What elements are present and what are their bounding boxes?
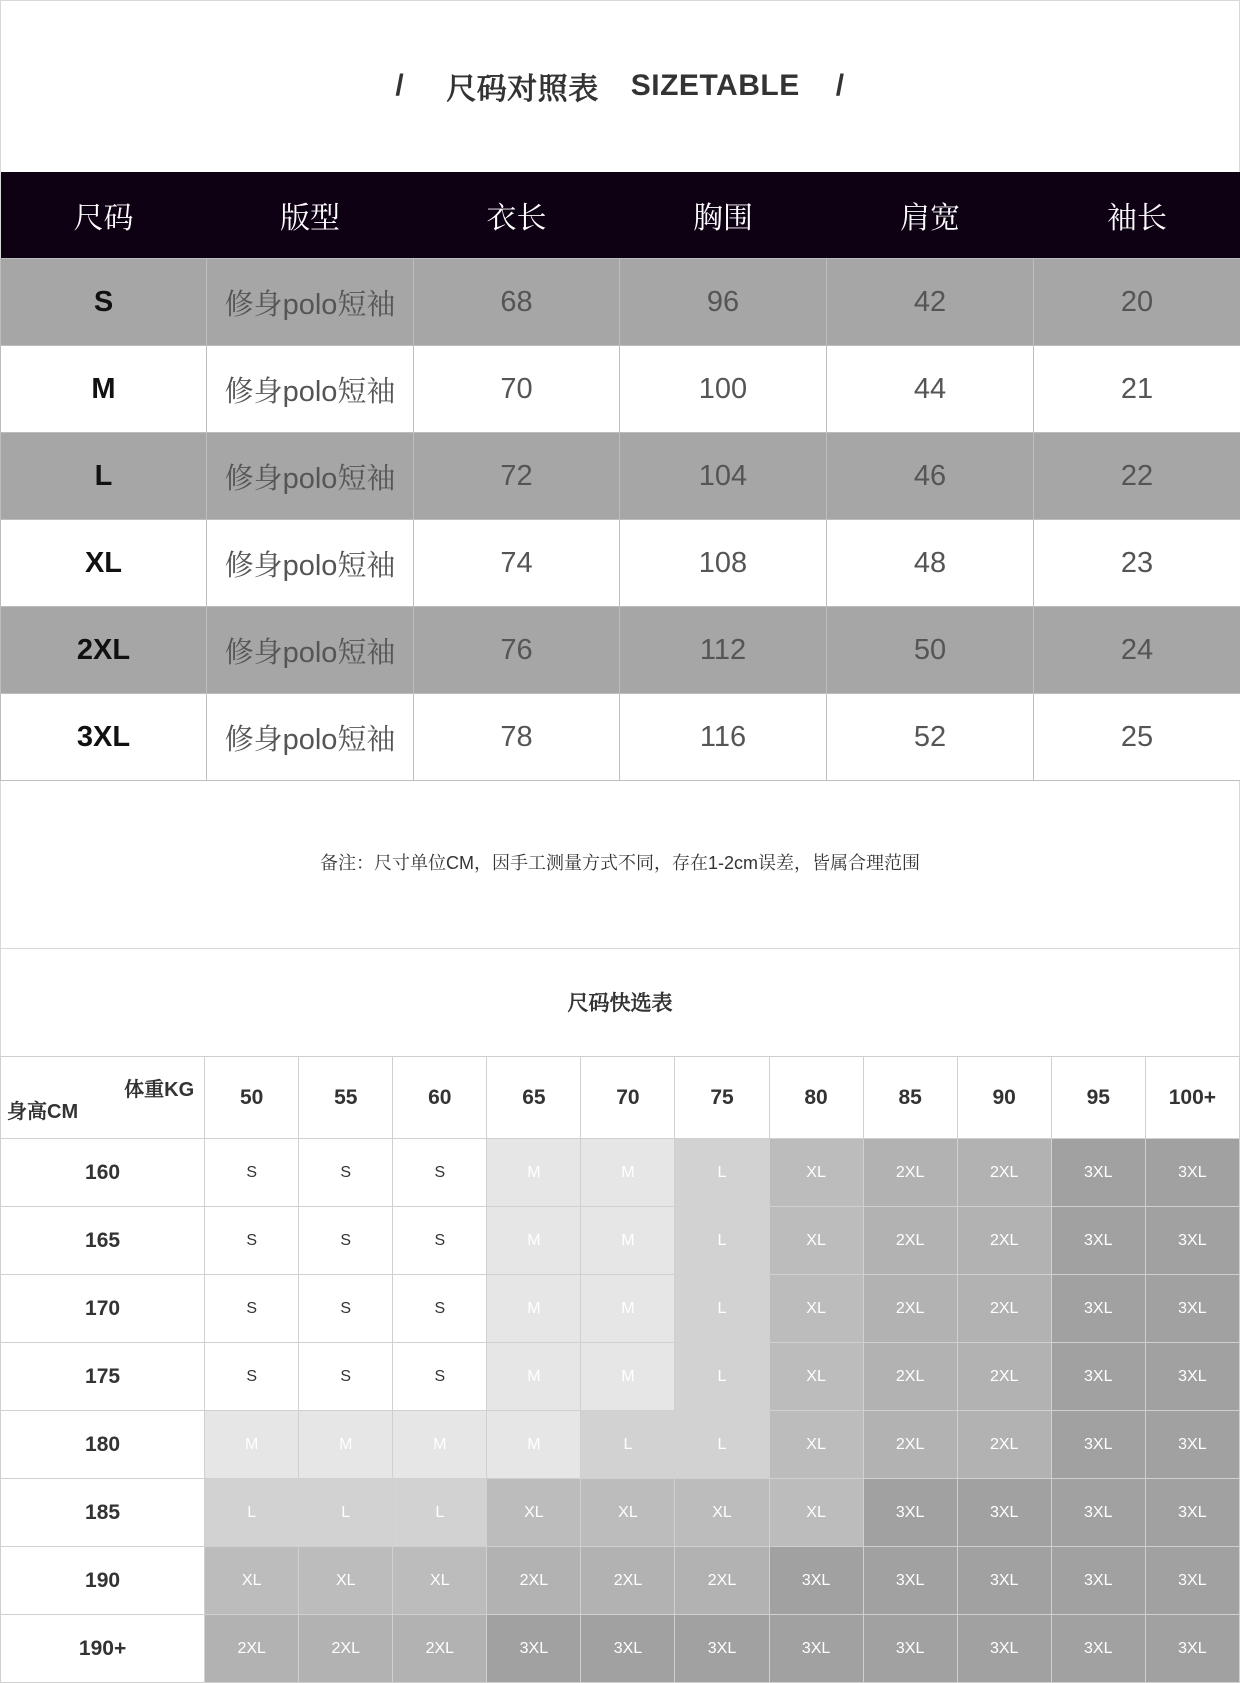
size-recommendation-cell: L	[675, 1207, 769, 1275]
size-row	[1, 433, 1240, 520]
size-recommendation-cell: 3XL	[1051, 1139, 1145, 1207]
column-header: 胸围	[620, 172, 827, 259]
size-recommendation-cell: 3XL	[1145, 1275, 1239, 1343]
size-recommendation-cell: S	[205, 1207, 299, 1275]
size-cell: S	[1, 259, 207, 346]
column-header: 版型	[207, 172, 414, 259]
weight-header: 75	[675, 1057, 769, 1139]
size-recommendation-cell: L	[675, 1411, 769, 1479]
column-header: 肩宽	[827, 172, 1034, 259]
size-recommendation-cell: 2XL	[863, 1207, 957, 1275]
length-cell: 76	[414, 607, 620, 694]
title-row	[0, 0, 1240, 172]
size-recommendation-cell: 2XL	[863, 1275, 957, 1343]
size-recommendation-cell: S	[205, 1343, 299, 1411]
size-recommendation-cell: L	[675, 1139, 769, 1207]
height-axis-label: 身高CM	[7, 1095, 78, 1124]
size-recommendation-cell: L	[675, 1343, 769, 1411]
size-recommendation-cell: 2XL	[863, 1411, 957, 1479]
size-recommendation-cell: 3XL	[1145, 1411, 1239, 1479]
size-recommendation-cell: XL	[393, 1547, 487, 1615]
shoulder-cell: 52	[827, 694, 1034, 781]
weight-header: 55	[299, 1057, 393, 1139]
size-recommendation-cell: XL	[769, 1275, 863, 1343]
length-cell: 78	[414, 694, 620, 781]
size-recommendation-cell: L	[675, 1275, 769, 1343]
sleeve-cell: 23	[1034, 520, 1240, 607]
shoulder-cell: 44	[827, 346, 1034, 433]
title-english: SIZETABLE	[631, 69, 800, 103]
sleeve-cell: 20	[1034, 259, 1240, 346]
sleeve-cell: 25	[1034, 694, 1240, 781]
size-recommendation-cell: XL	[487, 1479, 581, 1547]
size-row	[1, 259, 1240, 346]
size-recommendation-cell: M	[487, 1275, 581, 1343]
size-recommendation-cell: 3XL	[1051, 1615, 1145, 1683]
length-cell: 72	[414, 433, 620, 520]
size-recommendation-cell: 3XL	[863, 1615, 957, 1683]
chest-cell: 104	[620, 433, 827, 520]
quick-table-title: 尺码快选表	[568, 987, 673, 1017]
size-recommendation-cell: 2XL	[863, 1139, 957, 1207]
size-recommendation-cell: XL	[769, 1479, 863, 1547]
weight-header: 100+	[1145, 1057, 1239, 1139]
shoulder-cell: 42	[827, 259, 1034, 346]
title-slash-left: /	[395, 69, 404, 103]
height-header: 160	[1, 1139, 205, 1207]
weight-header: 70	[581, 1057, 675, 1139]
size-cell: L	[1, 433, 207, 520]
size-recommendation-cell: S	[205, 1139, 299, 1207]
size-cell: 3XL	[1, 694, 207, 781]
size-row	[1, 520, 1240, 607]
title-slash-right: /	[836, 69, 845, 103]
fit-type-cell: 修身polo短袖	[207, 607, 414, 694]
height-header: 170	[1, 1275, 205, 1343]
weight-header: 65	[487, 1057, 581, 1139]
size-recommendation-cell: 3XL	[769, 1615, 863, 1683]
height-header: 190	[1, 1547, 205, 1615]
size-recommendation-cell: 3XL	[1051, 1343, 1145, 1411]
size-recommendation-cell: 3XL	[1145, 1479, 1239, 1547]
chest-cell: 108	[620, 520, 827, 607]
sleeve-cell: 22	[1034, 433, 1240, 520]
height-row	[1, 1275, 1240, 1343]
size-recommendation-cell: M	[205, 1411, 299, 1479]
quick-table-header	[1, 1057, 1240, 1139]
size-recommendation-cell: 2XL	[581, 1547, 675, 1615]
length-cell: 70	[414, 346, 620, 433]
size-recommendation-cell: 2XL	[957, 1275, 1051, 1343]
length-cell: 68	[414, 259, 620, 346]
height-row	[1, 1343, 1240, 1411]
size-recommendation-cell: 2XL	[675, 1547, 769, 1615]
weight-axis-label: 体重KG	[124, 1073, 194, 1102]
size-recommendation-cell: XL	[299, 1547, 393, 1615]
height-row	[1, 1411, 1240, 1479]
size-recommendation-cell: XL	[581, 1479, 675, 1547]
size-recommendation-cell: 3XL	[957, 1479, 1051, 1547]
measurement-note: 备注：尺寸单位CM，因手工测量方式不同，存在1-2cm误差，皆属合理范围	[320, 849, 920, 875]
size-recommendation-cell: 3XL	[1145, 1343, 1239, 1411]
size-row	[1, 694, 1240, 781]
size-recommendation-cell: 3XL	[863, 1479, 957, 1547]
size-recommendation-cell: 2XL	[393, 1615, 487, 1683]
chest-cell: 100	[620, 346, 827, 433]
size-recommendation-cell: 3XL	[1145, 1207, 1239, 1275]
fit-type-cell: 修身polo短袖	[207, 346, 414, 433]
size-recommendation-cell: 3XL	[957, 1615, 1051, 1683]
sleeve-cell: 21	[1034, 346, 1240, 433]
size-recommendation-cell: 3XL	[863, 1547, 957, 1615]
size-recommendation-cell: S	[299, 1343, 393, 1411]
size-recommendation-cell: S	[393, 1275, 487, 1343]
size-recommendation-cell: 3XL	[1051, 1479, 1145, 1547]
size-recommendation-cell: M	[581, 1207, 675, 1275]
size-recommendation-cell: S	[393, 1139, 487, 1207]
size-recommendation-cell: 2XL	[957, 1343, 1051, 1411]
height-row	[1, 1615, 1240, 1683]
height-header: 165	[1, 1207, 205, 1275]
size-recommendation-cell: M	[299, 1411, 393, 1479]
weight-header: 60	[393, 1057, 487, 1139]
fit-type-cell: 修身polo短袖	[207, 433, 414, 520]
size-recommendation-cell: M	[581, 1275, 675, 1343]
size-recommendation-cell: M	[581, 1343, 675, 1411]
size-recommendation-cell: S	[299, 1275, 393, 1343]
size-recommendation-cell: M	[487, 1343, 581, 1411]
size-recommendation-cell: XL	[675, 1479, 769, 1547]
size-recommendation-cell: 2XL	[205, 1615, 299, 1683]
length-cell: 74	[414, 520, 620, 607]
weight-header: 90	[957, 1057, 1051, 1139]
shoulder-cell: 46	[827, 433, 1034, 520]
size-recommendation-cell: 3XL	[1051, 1275, 1145, 1343]
size-recommendation-cell: XL	[769, 1343, 863, 1411]
height-header: 175	[1, 1343, 205, 1411]
size-recommendation-cell: 3XL	[1145, 1615, 1239, 1683]
height-header: 180	[1, 1411, 205, 1479]
size-recommendation-cell: 2XL	[487, 1547, 581, 1615]
fit-type-cell: 修身polo短袖	[207, 694, 414, 781]
height-header: 185	[1, 1479, 205, 1547]
size-cell: XL	[1, 520, 207, 607]
size-row	[1, 607, 1240, 694]
size-cell: 2XL	[1, 607, 207, 694]
size-table	[0, 172, 1240, 781]
size-recommendation-cell: S	[299, 1139, 393, 1207]
size-recommendation-cell: L	[205, 1479, 299, 1547]
size-recommendation-cell: S	[393, 1343, 487, 1411]
size-recommendation-cell: 2XL	[957, 1411, 1051, 1479]
size-recommendation-cell: 2XL	[299, 1615, 393, 1683]
weight-header: 50	[205, 1057, 299, 1139]
height-row	[1, 1207, 1240, 1275]
size-recommendation-cell: 2XL	[863, 1343, 957, 1411]
sleeve-cell: 24	[1034, 607, 1240, 694]
column-header: 袖长	[1034, 172, 1240, 259]
size-recommendation-cell: S	[205, 1275, 299, 1343]
height-header: 190+	[1, 1615, 205, 1683]
size-recommendation-cell: 3XL	[675, 1615, 769, 1683]
height-row	[1, 1139, 1240, 1207]
fit-type-cell: 修身polo短袖	[207, 520, 414, 607]
column-header: 衣长	[414, 172, 620, 259]
quick-size-table	[0, 1056, 1240, 1683]
size-recommendation-cell: S	[393, 1207, 487, 1275]
size-recommendation-cell: XL	[769, 1139, 863, 1207]
size-recommendation-cell: 3XL	[957, 1547, 1051, 1615]
shoulder-cell: 50	[827, 607, 1034, 694]
fit-type-cell: 修身polo短袖	[207, 259, 414, 346]
size-recommendation-cell: L	[299, 1479, 393, 1547]
size-recommendation-cell: M	[487, 1411, 581, 1479]
size-recommendation-cell: 3XL	[1145, 1139, 1239, 1207]
size-recommendation-cell: 3XL	[1051, 1547, 1145, 1615]
chest-cell: 112	[620, 607, 827, 694]
size-recommendation-cell: 2XL	[957, 1139, 1051, 1207]
size-recommendation-cell: 3XL	[1051, 1207, 1145, 1275]
weight-header: 95	[1051, 1057, 1145, 1139]
title-chinese: 尺码对照表	[446, 64, 599, 108]
size-recommendation-cell: S	[299, 1207, 393, 1275]
size-recommendation-cell: 3XL	[487, 1615, 581, 1683]
height-row	[1, 1547, 1240, 1615]
size-recommendation-cell: L	[581, 1411, 675, 1479]
size-recommendation-cell: 3XL	[1051, 1411, 1145, 1479]
size-table-header	[1, 172, 1240, 259]
size-row	[1, 346, 1240, 433]
size-recommendation-cell: 3XL	[581, 1615, 675, 1683]
size-recommendation-cell: M	[393, 1411, 487, 1479]
weight-header: 80	[769, 1057, 863, 1139]
size-recommendation-cell: M	[581, 1139, 675, 1207]
quick-title-row	[0, 948, 1240, 1056]
size-recommendation-cell: L	[393, 1479, 487, 1547]
page-title	[395, 64, 844, 108]
column-header: 尺码	[1, 172, 207, 259]
shoulder-cell: 48	[827, 520, 1034, 607]
corner-cell	[1, 1057, 205, 1139]
size-cell: M	[1, 346, 207, 433]
size-recommendation-cell: XL	[205, 1547, 299, 1615]
size-recommendation-cell: XL	[769, 1207, 863, 1275]
chest-cell: 116	[620, 694, 827, 781]
size-recommendation-cell: M	[487, 1207, 581, 1275]
size-recommendation-cell: 3XL	[769, 1547, 863, 1615]
size-recommendation-cell: XL	[769, 1411, 863, 1479]
size-recommendation-cell: M	[487, 1139, 581, 1207]
size-recommendation-cell: 3XL	[1145, 1547, 1239, 1615]
weight-header: 85	[863, 1057, 957, 1139]
height-row	[1, 1479, 1240, 1547]
size-recommendation-cell: 2XL	[957, 1207, 1051, 1275]
note-row	[0, 776, 1240, 949]
chest-cell: 96	[620, 259, 827, 346]
